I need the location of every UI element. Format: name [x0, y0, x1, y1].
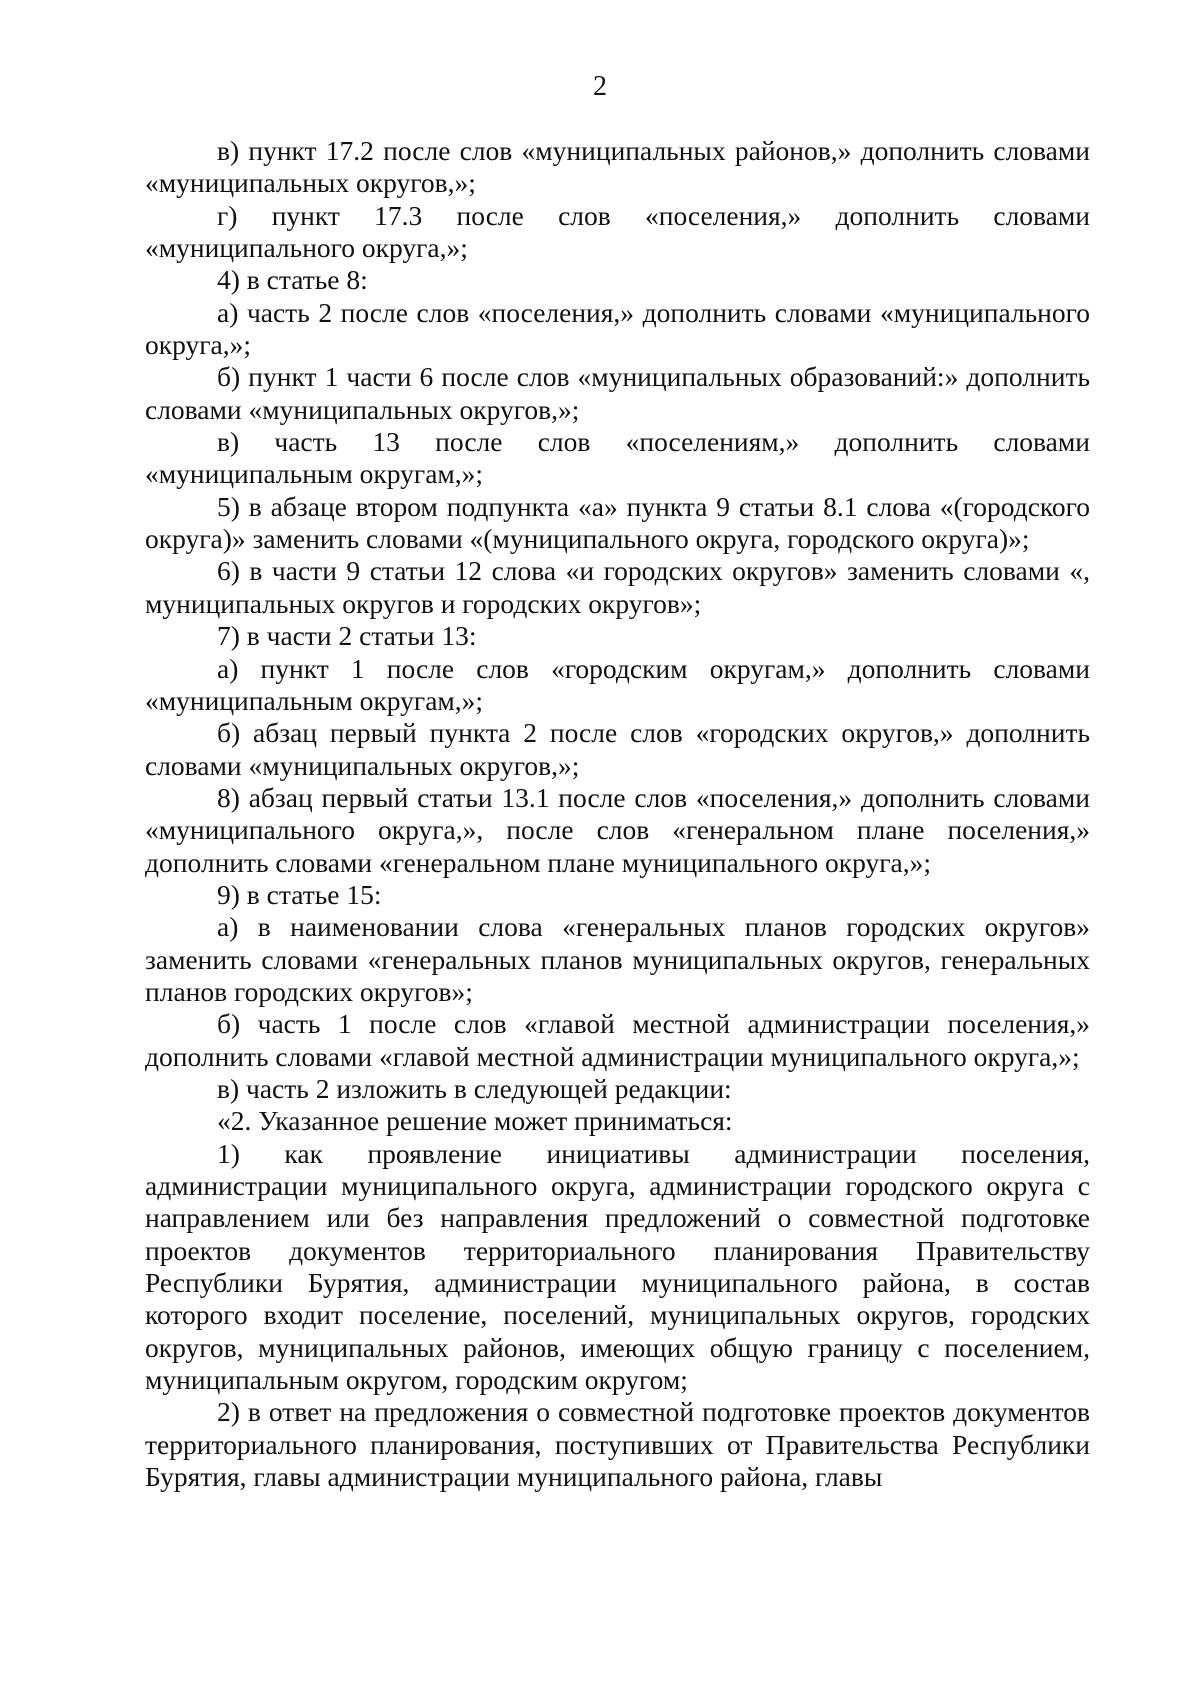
paragraph-9: 9) в статье 15: [217, 878, 382, 910]
paragraph-4v: в) часть 13 после слов «поселениям,» дополнить словами «муниципальным округам,»; [145, 426, 1090, 490]
paragraph-4: 4) в статье 8: [217, 264, 368, 296]
paragraph-4b: б) пункт 1 части 6 после слов «муниципальных образований:» дополнить словами «муниципальных округов,»; [145, 361, 1090, 425]
paragraph-3g: г) пункт 17.3 после слов «поселения,» дополнить словами «муниципального округа,»; [145, 199, 1090, 264]
paragraph-quote-2: «2. Указанное решение может приниматься: [217, 1105, 733, 1137]
paragraph-4a: а) часть 2 после слов «поселения,» дополнить словами «муниципального округа,»; [145, 296, 1090, 361]
paragraph-9a: а) в наименовании слова «генеральных планов городских округов» заменить словами «генеральных планов муниципальных округов, генеральных планов городских округов»; [145, 911, 1090, 1007]
paragraph-quote-2-2: 2) в ответ на предложения о совместной подготовке проектов документов территориального планирования, поступивших от Правительства Республики Бурятия, главы администрации муниципального района, главы [145, 1396, 1090, 1493]
paragraph-3v: в) пункт 17.2 после слов «муниципальных районов,» дополнить словами «муниципальных округов,»; [145, 135, 1090, 199]
paragraph-5: 5) в абзаце втором подпункта «а» пункта 9 статьи 8.1 слова «(городского округа)» заменить словами «(муниципального округа, городского округа)»; [145, 490, 1090, 555]
paragraph-7: 7) в части 2 статьи 13: [217, 620, 477, 652]
paragraph-quote-2-1: 1) как проявление инициативы администрации поселения, администрации муниципального округа, администрации городского округа с направлением или без направления предложений о совместной подготовке проектов документов территориального планирования Правительству Республики Бурятия, администрации муниципального района, в состав которого входит поселение, поселений, муниципальных округов, городских округов, муниципальных районов, имеющих общую границу с поселением, муниципальным округом, городским округом; [145, 1137, 1090, 1396]
document-body [145, 135, 1090, 1493]
paragraph-9b: б) часть 1 после слов «главой местной администрации поселения,» дополнить словами «главой местной администрации муниципального округа,»; [145, 1008, 1090, 1072]
paragraph-7b: б) абзац первый пункта 2 после слов «городских округов,» дополнить словами «муниципальных округов,»; [145, 717, 1090, 781]
paragraph-8: 8) абзац первый статьи 13.1 после слов «поселения,» дополнить словами «муниципального округа,», после слов «генеральном плане поселения,» дополнить словами «генеральном плане муниципального округа,»; [145, 781, 1090, 878]
paragraph-9v: в) часть 2 изложить в следующей редакции: [217, 1072, 732, 1104]
paragraph-7a: а) пункт 1 после слов «городским округам,» дополнить словами «муниципальным округам,»; [145, 652, 1090, 716]
paragraph-6: 6) в части 9 статьи 12 слова «и городских округов» заменить словами «, муниципальных округов и городских округов»; [145, 555, 1090, 619]
page-number: 2 [593, 71, 607, 102]
